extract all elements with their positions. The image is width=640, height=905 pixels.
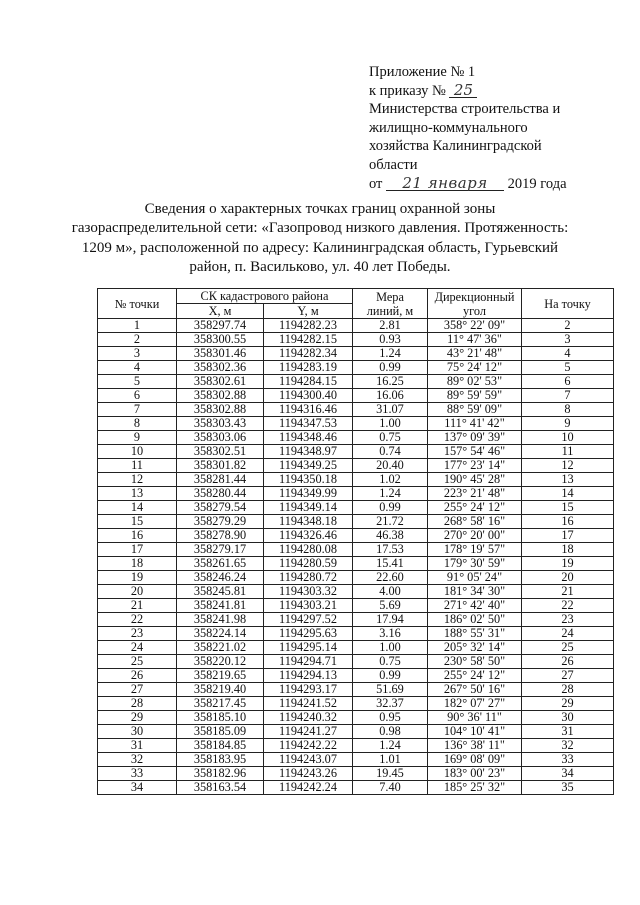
cell-to-point: 17 (522, 529, 614, 543)
cell-x: 358182.96 (177, 767, 264, 781)
cell-to-point: 33 (522, 753, 614, 767)
cell-to-point: 31 (522, 725, 614, 739)
table-row (98, 683, 614, 697)
cell-y: 1194347.53 (264, 417, 353, 431)
cell-x: 358278.90 (177, 529, 264, 543)
header-length-bottom: линий, м (366, 303, 414, 318)
cell-y: 1194295.14 (264, 641, 353, 655)
header-length-top: Мера (376, 289, 404, 304)
cell-point-number: 17 (98, 543, 177, 557)
cell-y: 1194282.23 (264, 319, 353, 333)
cell-x: 358241.98 (177, 613, 264, 627)
cell-direction-angle: 270° 20' 00" (428, 529, 522, 543)
cell-direction-angle: 169° 08' 09" (428, 753, 522, 767)
table-row (98, 445, 614, 459)
cell-to-point: 22 (522, 599, 614, 613)
cell-x: 358185.10 (177, 711, 264, 725)
ministry-line-3: хозяйства Калининградской (369, 138, 542, 155)
table-row (98, 781, 614, 795)
ministry-line-4: области (369, 156, 418, 173)
cell-direction-angle: 89° 59' 59" (428, 389, 522, 403)
ministry-line-2: жилищно-коммунального (369, 119, 528, 136)
cell-point-number: 15 (98, 515, 177, 529)
cell-point-number: 23 (98, 627, 177, 641)
table-row (98, 627, 614, 641)
cell-x: 358219.40 (177, 683, 264, 697)
cell-direction-angle: 157° 54' 46" (428, 445, 522, 459)
header-angle-top: Дирекционный (434, 289, 515, 304)
cell-y: 1194350.18 (264, 473, 353, 487)
cell-point-number: 22 (98, 613, 177, 627)
cell-line-length: 1.24 (353, 739, 428, 753)
cell-x: 358163.54 (177, 781, 264, 795)
cell-x: 358220.12 (177, 655, 264, 669)
cell-y: 1194293.17 (264, 683, 353, 697)
cell-y: 1194294.13 (264, 669, 353, 683)
table-row (98, 669, 614, 683)
cell-x: 358301.46 (177, 347, 264, 361)
table-row (98, 641, 614, 655)
cell-x: 358302.61 (177, 375, 264, 389)
table-row (98, 543, 614, 557)
cell-point-number: 6 (98, 389, 177, 403)
cell-to-point: 30 (522, 711, 614, 725)
table-row (98, 459, 614, 473)
table-row (98, 501, 614, 515)
header-direction-angle (428, 289, 522, 319)
cell-to-point: 19 (522, 557, 614, 571)
cell-line-length: 17.94 (353, 613, 428, 627)
cell-direction-angle: 182° 07' 27" (428, 697, 522, 711)
ministry-line-1: Министерства строительства и (369, 101, 561, 118)
cell-y: 1194348.46 (264, 431, 353, 445)
table-body (98, 319, 614, 795)
cell-line-length: 0.93 (353, 333, 428, 347)
cell-y: 1194295.63 (264, 627, 353, 641)
cell-to-point: 26 (522, 655, 614, 669)
cell-direction-angle: 43° 21' 48" (428, 347, 522, 361)
header-point-number: № точки (98, 289, 177, 319)
cell-to-point: 14 (522, 487, 614, 501)
cell-y: 1194280.59 (264, 557, 353, 571)
header-to-point: На точку (522, 289, 614, 319)
cell-line-length: 0.99 (353, 361, 428, 375)
cell-direction-angle: 188° 55' 31" (428, 627, 522, 641)
cell-y: 1194241.27 (264, 725, 353, 739)
table-header (98, 289, 614, 319)
cell-line-length: 2.81 (353, 319, 428, 333)
cell-x: 358224.14 (177, 627, 264, 641)
table-row (98, 529, 614, 543)
cell-point-number: 1 (98, 319, 177, 333)
cell-line-length: 4.00 (353, 585, 428, 599)
cell-point-number: 28 (98, 697, 177, 711)
cell-direction-angle: 111° 41' 42" (428, 417, 522, 431)
cell-line-length: 1.01 (353, 753, 428, 767)
cell-point-number: 27 (98, 683, 177, 697)
cell-to-point: 6 (522, 375, 614, 389)
table-row (98, 613, 614, 627)
cell-to-point: 3 (522, 333, 614, 347)
cell-direction-angle: 190° 45' 28" (428, 473, 522, 487)
cell-x: 358300.55 (177, 333, 264, 347)
cell-x: 358245.81 (177, 585, 264, 599)
cell-point-number: 34 (98, 781, 177, 795)
cell-direction-angle: 223° 21' 48" (428, 487, 522, 501)
table-row (98, 725, 614, 739)
heading-line-4: район, п. Васильково, ул. 40 лет Победы. (189, 258, 451, 275)
cell-point-number: 26 (98, 669, 177, 683)
cell-to-point: 10 (522, 431, 614, 445)
cell-direction-angle: 181° 34' 30" (428, 585, 522, 599)
cell-to-point: 5 (522, 361, 614, 375)
cell-line-length: 1.00 (353, 641, 428, 655)
cell-y: 1194280.72 (264, 571, 353, 585)
cell-point-number: 7 (98, 403, 177, 417)
cell-x: 358217.45 (177, 697, 264, 711)
cell-to-point: 11 (522, 445, 614, 459)
cell-y: 1194300.40 (264, 389, 353, 403)
cell-to-point: 32 (522, 739, 614, 753)
cell-y: 1194349.25 (264, 459, 353, 473)
cell-y: 1194326.46 (264, 529, 353, 543)
cell-y: 1194348.18 (264, 515, 353, 529)
cell-to-point: 35 (522, 781, 614, 795)
cell-to-point: 2 (522, 319, 614, 333)
cell-x: 358221.02 (177, 641, 264, 655)
cell-direction-angle: 358° 22' 09" (428, 319, 522, 333)
cell-y: 1194303.21 (264, 599, 353, 613)
cell-y: 1194349.14 (264, 501, 353, 515)
table-row (98, 375, 614, 389)
cell-direction-angle: 186° 02' 50" (428, 613, 522, 627)
cell-direction-angle: 88° 59' 09" (428, 403, 522, 417)
cell-line-length: 15.41 (353, 557, 428, 571)
cell-line-length: 0.95 (353, 711, 428, 725)
cell-point-number: 5 (98, 375, 177, 389)
cell-direction-angle: 205° 32' 14" (428, 641, 522, 655)
cell-direction-angle: 91° 05' 24" (428, 571, 522, 585)
cell-x: 358261.65 (177, 557, 264, 571)
table-row (98, 711, 614, 725)
cell-point-number: 30 (98, 725, 177, 739)
cell-y: 1194242.22 (264, 739, 353, 753)
cell-x: 358185.09 (177, 725, 264, 739)
table-row (98, 431, 614, 445)
cell-to-point: 12 (522, 459, 614, 473)
table-row (98, 347, 614, 361)
cell-point-number: 21 (98, 599, 177, 613)
cell-x: 358302.36 (177, 361, 264, 375)
cell-to-point: 7 (522, 389, 614, 403)
cell-y: 1194243.26 (264, 767, 353, 781)
cell-line-length: 5.69 (353, 599, 428, 613)
table-row (98, 753, 614, 767)
header-coordinate-system: СК кадастрового района (177, 289, 353, 304)
date-prefix: от (369, 175, 383, 192)
table-row (98, 557, 614, 571)
cell-y: 1194303.32 (264, 585, 353, 599)
cell-line-length: 3.16 (353, 627, 428, 641)
cell-y: 1194297.52 (264, 613, 353, 627)
cell-direction-angle: 178° 19' 57" (428, 543, 522, 557)
cell-point-number: 4 (98, 361, 177, 375)
cell-point-number: 16 (98, 529, 177, 543)
cell-x: 358279.54 (177, 501, 264, 515)
cell-y: 1194316.46 (264, 403, 353, 417)
order-reference (369, 82, 619, 101)
cell-to-point: 25 (522, 641, 614, 655)
cell-line-length: 16.06 (353, 389, 428, 403)
cell-direction-angle: 230° 58' 50" (428, 655, 522, 669)
cell-to-point: 20 (522, 571, 614, 585)
cell-x: 358302.88 (177, 403, 264, 417)
cell-direction-angle: 177° 23' 14" (428, 459, 522, 473)
cell-direction-angle: 137° 09' 39" (428, 431, 522, 445)
cell-x: 358246.24 (177, 571, 264, 585)
cell-y: 1194284.15 (264, 375, 353, 389)
cell-direction-angle: 104° 10' 41" (428, 725, 522, 739)
cell-direction-angle: 183° 00' 23" (428, 767, 522, 781)
cell-point-number: 10 (98, 445, 177, 459)
header-x: X, м (177, 304, 264, 319)
cell-to-point: 15 (522, 501, 614, 515)
cell-direction-angle: 267° 50' 16" (428, 683, 522, 697)
cell-y: 1194283.19 (264, 361, 353, 375)
cell-line-length: 1.00 (353, 417, 428, 431)
cell-point-number: 18 (98, 557, 177, 571)
cell-point-number: 29 (98, 711, 177, 725)
cell-point-number: 25 (98, 655, 177, 669)
cell-point-number: 31 (98, 739, 177, 753)
table-row (98, 361, 614, 375)
cell-direction-angle: 271° 42' 40" (428, 599, 522, 613)
cell-direction-angle: 89° 02' 53" (428, 375, 522, 389)
cell-y: 1194294.71 (264, 655, 353, 669)
table-row (98, 487, 614, 501)
cell-to-point: 9 (522, 417, 614, 431)
cell-direction-angle: 268° 58' 16" (428, 515, 522, 529)
cell-line-length: 1.24 (353, 487, 428, 501)
table-row (98, 697, 614, 711)
cell-x: 358303.43 (177, 417, 264, 431)
header-line-length (353, 289, 428, 319)
cell-point-number: 11 (98, 459, 177, 473)
cell-to-point: 23 (522, 613, 614, 627)
cell-line-length: 20.40 (353, 459, 428, 473)
cell-y: 1194243.07 (264, 753, 353, 767)
cell-direction-angle: 185° 25' 32" (428, 781, 522, 795)
cell-x: 358279.29 (177, 515, 264, 529)
table-row (98, 333, 614, 347)
heading-line-2: газораспределительной сети: «Газопровод низкого давления. Протяженность: (71, 220, 569, 237)
cell-point-number: 19 (98, 571, 177, 585)
cell-point-number: 12 (98, 473, 177, 487)
cell-line-length: 51.69 (353, 683, 428, 697)
cell-line-length: 0.99 (353, 501, 428, 515)
header-y: Y, м (264, 304, 353, 319)
cell-line-length: 0.75 (353, 655, 428, 669)
cell-line-length: 0.74 (353, 445, 428, 459)
cell-line-length: 1.24 (353, 347, 428, 361)
cell-line-length: 1.02 (353, 473, 428, 487)
cell-point-number: 20 (98, 585, 177, 599)
cell-x: 358302.88 (177, 389, 264, 403)
table-row (98, 515, 614, 529)
cell-x: 358297.74 (177, 319, 264, 333)
cell-point-number: 9 (98, 431, 177, 445)
cell-point-number: 32 (98, 753, 177, 767)
cell-x: 358302.51 (177, 445, 264, 459)
header-angle-bottom: угол (462, 303, 486, 318)
boundary-points-table (97, 288, 614, 795)
cell-line-length: 46.38 (353, 529, 428, 543)
cell-y: 1194282.34 (264, 347, 353, 361)
cell-direction-angle: 90° 36' 11" (428, 711, 522, 725)
cell-direction-angle: 255° 24' 12" (428, 669, 522, 683)
cell-line-length: 17.53 (353, 543, 428, 557)
cell-line-length: 21.72 (353, 515, 428, 529)
cell-line-length: 19.45 (353, 767, 428, 781)
table-row (98, 739, 614, 753)
cell-x: 358219.65 (177, 669, 264, 683)
cell-point-number: 8 (98, 417, 177, 431)
cell-to-point: 27 (522, 669, 614, 683)
cell-y: 1194282.15 (264, 333, 353, 347)
table-row (98, 389, 614, 403)
order-number-handwritten: 25 (449, 83, 477, 98)
table-row (98, 417, 614, 431)
date-handwritten: 21 января (386, 176, 504, 191)
cell-point-number: 3 (98, 347, 177, 361)
cell-point-number: 2 (98, 333, 177, 347)
cell-y: 1194242.24 (264, 781, 353, 795)
table-row (98, 571, 614, 585)
table-row (98, 585, 614, 599)
cell-y: 1194241.52 (264, 697, 353, 711)
cell-point-number: 13 (98, 487, 177, 501)
cell-point-number: 33 (98, 767, 177, 781)
cell-y: 1194240.32 (264, 711, 353, 725)
table-row (98, 403, 614, 417)
cell-to-point: 18 (522, 543, 614, 557)
table-row (98, 473, 614, 487)
order-prefix: к приказу № (369, 82, 446, 99)
date-suffix: 2019 года (507, 175, 567, 192)
cell-direction-angle: 11° 47' 36" (428, 333, 522, 347)
cell-to-point: 13 (522, 473, 614, 487)
cell-x: 358301.82 (177, 459, 264, 473)
order-date (369, 175, 619, 194)
cell-to-point: 29 (522, 697, 614, 711)
cell-y: 1194348.97 (264, 445, 353, 459)
cell-x: 358184.85 (177, 739, 264, 753)
table-row (98, 767, 614, 781)
heading-line-3: 1209 м», расположенной по адресу: Калининградская область, Гурьевский (81, 239, 559, 256)
cell-to-point: 21 (522, 585, 614, 599)
cell-direction-angle: 75° 24' 12" (428, 361, 522, 375)
cell-x: 358183.95 (177, 753, 264, 767)
cell-x: 358303.06 (177, 431, 264, 445)
cell-point-number: 14 (98, 501, 177, 515)
cell-to-point: 34 (522, 767, 614, 781)
cell-line-length: 0.99 (353, 669, 428, 683)
table-row (98, 655, 614, 669)
table-row (98, 319, 614, 333)
cell-y: 1194349.99 (264, 487, 353, 501)
cell-to-point: 24 (522, 627, 614, 641)
cell-to-point: 4 (522, 347, 614, 361)
cell-line-length: 16.25 (353, 375, 428, 389)
cell-to-point: 8 (522, 403, 614, 417)
cell-direction-angle: 136° 38' 11" (428, 739, 522, 753)
heading-line-1: Сведения о характерных точках границ охранной зоны (144, 201, 496, 217)
cell-line-length: 32.37 (353, 697, 428, 711)
appendix-title: Приложение № 1 (369, 64, 476, 80)
cell-x: 358280.44 (177, 487, 264, 501)
cell-y: 1194280.08 (264, 543, 353, 557)
appendix-block (369, 63, 619, 193)
document-heading (60, 200, 580, 277)
cell-line-length: 31.07 (353, 403, 428, 417)
cell-x: 358241.81 (177, 599, 264, 613)
table-row (98, 599, 614, 613)
cell-line-length: 22.60 (353, 571, 428, 585)
cell-point-number: 24 (98, 641, 177, 655)
cell-x: 358281.44 (177, 473, 264, 487)
cell-line-length: 7.40 (353, 781, 428, 795)
cell-to-point: 16 (522, 515, 614, 529)
cell-direction-angle: 179° 30' 59" (428, 557, 522, 571)
cell-to-point: 28 (522, 683, 614, 697)
cell-direction-angle: 255° 24' 12" (428, 501, 522, 515)
cell-line-length: 0.98 (353, 725, 428, 739)
cell-line-length: 0.75 (353, 431, 428, 445)
cell-x: 358279.17 (177, 543, 264, 557)
